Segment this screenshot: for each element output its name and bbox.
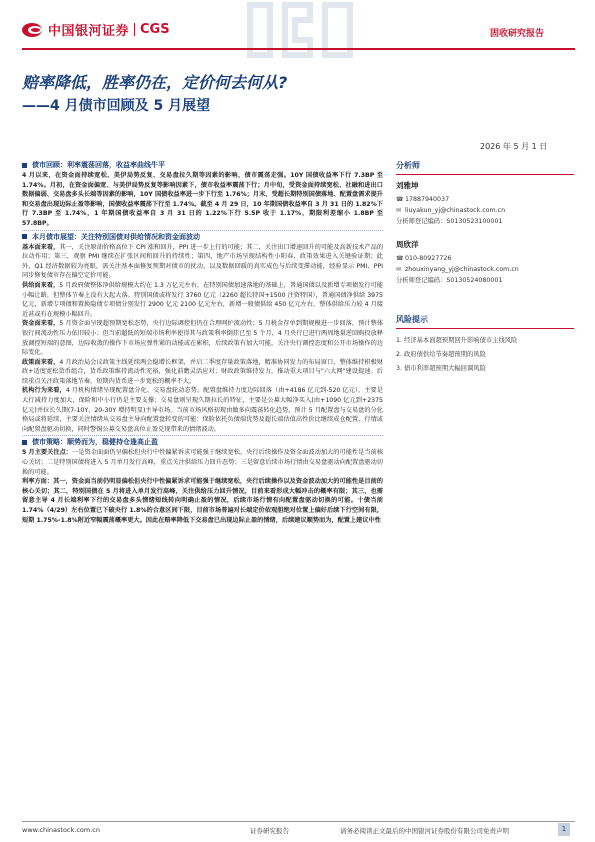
paragraph-lead: 政策面来看， [22,358,60,366]
phone-icon: ☎ [396,196,404,203]
main-content [22,160,383,800]
footer-divider [22,821,575,822]
paragraph [22,243,383,281]
section-heading-text: 本月债市展望：关注特别国债对供给情况和资金面波动 [32,232,200,241]
paragraph-text: 其一，关注原油价格高位下 CPI 涨和回升，PPI 进一步上行的可能；其二，关注出口增速回升的可能及高新技术产品的拉动作用；第三，观察 PMI 继续在扩张区间和回升的持续性；第四，地产市场呈现结构性小阳春，政策效果进入关键验证期；此外，Q1 经济数据较为亮眼，需关注基本面修复预期对债市的扰动，以及数据回暖的真实成色与后续变滞动能，经验显示 PMI、PPI 同步修复债市存在偏空定价可能。 [22,243,383,280]
analyst-phone [396,194,574,205]
analyst-cert [396,275,574,286]
analyst-email[interactable] [396,264,574,275]
footer-disclaimer: 请务必阅读正文最后的中国银河证券股份有限公司免责声明 [340,827,509,835]
paragraph [22,386,383,434]
analyst-name: 周欣洋 [396,240,419,249]
report-type: 固收研究报告 [490,29,545,39]
phone-text: 17887940037 [405,196,450,203]
cert-label: 分析师登记编码： [396,277,447,284]
logo-text-en: CGS [140,22,170,37]
cert-label: 分析师登记编码： [396,218,447,225]
paragraph-text: 一是资金面面仍呈偏松但央行中性偏紧诉求可能强于继续宽松，央行后续操作及资金面波动加大的可能性是当前核心关切；二是特别国债将进入 5 月单月发行高峰，重点关注供给压力回升态势；三是留意后续市场行情由交易盘驱动向配置盘驱动切换的可能。 [22,449,383,476]
phone-text: 010-80927726 [405,255,452,262]
risk-item: 2. 政府债供给节奏超预期的风险 [396,351,486,358]
email-text[interactable]: liuyakun_yj@chinastock.com.cn [405,207,506,214]
paragraph-text: 5 月资金面呈现超预期宽松态势，央行边际调控但仍在合理呵护流动性；5 月税金存单到期规模进一步回落，预计整体银行间流动性压力依旧较小；但当前超低的短端市场利率使得其与政策利率倒挂已至 5 个月，4 月央行已进行两周地量逆回购投放释放调控短端的意图，边际收敛的操作下市场应弹性紧的动能或在累积，后续政策有加大可能，关注央行调控态度和公开市场操作的边际变化。 [22,320,383,357]
paragraph-lead: 机构行为来看， [22,387,66,395]
email-text[interactable]: zhouxinyang_yj@chinastock.com.cn [405,266,519,273]
section-divider [22,230,383,231]
cgs-watermark-icon [240,0,380,60]
analyst-cert [396,216,574,227]
paragraph-lead: 基本面来看， [22,243,60,251]
phone-icon: ☎ [396,255,404,262]
report-subtitle: ——4 月债市回顾及 5 月展望 [22,98,211,114]
paragraph-lead: 供给面来看， [22,281,60,289]
risk-heading: 风险提示 [396,314,574,329]
square-bullet-icon [22,163,27,168]
logo-divider [134,23,135,36]
analyst-phone [396,253,574,264]
company-logo [22,20,170,39]
square-bullet-icon [22,440,27,445]
cert-code: S0130523100001 [446,218,503,225]
section-heading [22,437,383,447]
paragraph-text: 5 月政府债整体净供给规模大约在 1.3 万亿元左右，在特别国债加速落地的基础上，普通国债以及新增专项债发行可能小幅让路，但整体节奏上没有大起大落。特别国债或将发行 3760 亿元（2260 超长特国+1500 注资特国），普通国债净供给 3975 亿元，新增专项债和置换隐债专项债分别发行 2900 亿元 2100 亿元左右，新增一般债供给 450 亿元左右，整体供给压力较 4 月接近甚或有在规模小幅回升。 [22,281,383,318]
paragraph-text: 其一，资金面当前仍明显偏松但央行中性偏紧诉求可能强于继续宽松，央行后续操作以及资金波动加大的可能性是目前的核心关切；其二，特别国债在 5 月将进入单月发行高峰，关注供给压力回升情况，目前来看形成大幅冲击的概率有限；其三，也需留意主导 4 月长端利率下行的交易盘多头情绪短线转向明确止盈的情况，后续市场行情有向配置盘驱动切换的可能。十债当前 1.74%（4/29）左右位置已下破央行 1.8%的合意区间下限，目前市场普遍对长端定价依观胆绝对位置上偏好后续下行空间有限，短期 1.75%-1.8%附近窄幅震荡概率更大。因此在赔率降低下交易盘已出现边际止盈的情绪，后续建议顺势而为，配置上建议中性 [22,478,383,524]
paragraph-lead: 资金面来看， [22,320,60,328]
report-title: 赔率降低，胜率仍在，定价何去何从? [22,73,288,92]
report-date: 2026 年 5 月 1 日 [480,142,548,151]
email-icon: ✉ [396,207,402,214]
paragraph-lead: 利率方面： [22,478,54,486]
section-heading [22,160,383,170]
paragraph [22,281,383,319]
footer-label: 证券研究报告 [250,827,289,835]
section-heading-text: 债市策略：顺势而为，稳健持仓逢高止盈 [32,438,158,447]
section-heading [22,232,383,242]
header-divider [22,48,575,50]
paragraph-text: 4 月机构情绪呈现配置盘分化、交易盘轮动态势。配置盘维持力度边际回落（由+4186 亿元到-520 亿元），主要是大行减持力度加大，保险和中小行仍是主要支撑；交易盘则呈现久期拉长的特征，主要是公募大幅净买入(由+1090 亿元到+2375 亿元)并拉长久期(7-10Y、20-30Y 增持明显)主导市场。当前市场风格初现由做多向震荡转化趋势，预计 5 月配置盘与交易盘的分化格局或将延续，主要关注情绪从交易盘主导向配置盘转变的可能：保险依托负债端优势及超长端估值高性价比继续成仓配置、行情或向配置盘驱动切换，同时警惕公募交易盘高位止盈兑现带来的情绪波动。 [22,387,383,433]
page-header [0,0,595,62]
section-heading-text: 债市回顾：利率震荡回落，收益率曲线牛平 [32,161,165,169]
footer-url[interactable]: www.chinastock.com.cn [22,826,100,834]
paragraph-text: 4 月政治局会议政策主线延续两会稳增长框架，并启二季度存量政策落地，精准协同发力的布局窗口，整体维持积极财政+适度宽松货币组合，货币政策维持流动性充裕，强化前瞻灵活应对；财政政策维持发力，推动重大项目与"六大网"建设提速。后续重点关注政策落地节奏，短期内货币进一步宽松的概率不大。 [22,358,383,385]
email-icon: ✉ [396,266,402,273]
risk-item: 3. 债市利率超预期大幅回调风险 [396,365,486,372]
sidebar [396,160,574,376]
analyst-name: 刘雅坤 [396,181,419,190]
paragraph-text: 4 月以来，在资金面持续宽松、美伊局势反复、交易盘拉久期等因素的影响，债市震荡走强。10Y 国债收益率下行 7.3BP 至 1.74%。月初，在资金面偏宽、与美伊局势反复等影响因素下，债市收益率震荡下行；月中旬，受资金面持续宽松、社融和进出口数据偏弱、交易盘多头长端等因素的影响，10Y 国债收益率进一步下行至 1.76%；月末，受超长期特别国债落地、配置盘需求提升和交易盘出现边际止盈等影响，国债收益率震荡下行至 1.74%。截至 4 月 29 日，10 年期国债收益率自 3 月 31 日的 1.82%下行 7.3BP 至 1.74%，1 年期国债收益率自 3 月 31 日的 1.22%下行 5.5P 收于 1.17%，期限利差缩小 1.8BP 至 57.8BP。 [22,172,383,227]
paragraph [22,477,383,525]
section-divider [22,435,383,436]
paragraph [22,171,383,229]
cert-code: S0130524080001 [446,277,503,284]
logo-text-cn: 中国银河证券 [48,24,130,39]
page-number: 1 [558,823,570,836]
risk-item: 1. 经济基本面超预期回升影响债市主线风险 [396,337,518,344]
square-bullet-icon [22,234,27,239]
paragraph [22,358,383,387]
paragraph-lead: 5 月主要关注点： [22,449,73,457]
galaxy-logo-icon [22,22,44,38]
paragraph [22,319,383,357]
paragraph [22,448,383,477]
analyst-email[interactable] [396,205,574,216]
analyst-heading: 分析师 [396,160,574,175]
